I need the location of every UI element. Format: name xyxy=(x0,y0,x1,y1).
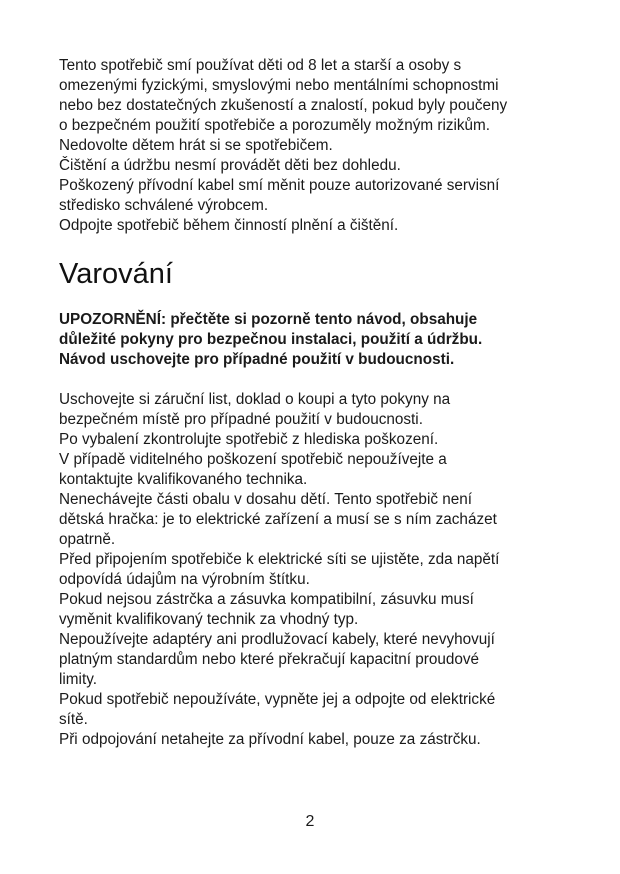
body-line: Po vybalení zkontrolujte spotřebič z hlediska poškození. xyxy=(59,431,439,448)
intro-line: středisko schválené výrobcem. xyxy=(59,197,269,214)
body-line: Před připojením spotřebiče k elektrické síti se ujistěte, zda napětí xyxy=(59,551,500,568)
intro-paragraph xyxy=(59,56,579,236)
section-heading: Varování xyxy=(59,258,173,290)
body-line: kontaktujte kvalifikovaného technika. xyxy=(59,471,308,488)
warning-paragraph xyxy=(59,310,579,370)
body-line: Při odpojování netahejte za přívodní kabel, pouze za zástrčku. xyxy=(59,731,481,748)
intro-line: Čištění a údržbu nesmí provádět děti bez dohledu. xyxy=(59,157,401,174)
intro-line: Odpojte spotřebič během činností plnění a čištění. xyxy=(59,217,399,234)
warning-line: UPOZORNĚNÍ: přečtěte si pozorně tento návod, obsahuje xyxy=(59,311,478,328)
body-line: vyměnit kvalifikovaný technik za vhodný typ. xyxy=(59,611,359,628)
body-line: Uschovejte si záruční list, doklad o koupi a tyto pokyny na xyxy=(59,391,451,408)
body-line: Nepoužívejte adaptéry ani prodlužovací kabely, které nevyhovují xyxy=(59,631,495,648)
body-line: Pokud spotřebič nepoužíváte, vypněte jej a odpojte od elektrické xyxy=(59,691,496,708)
warning-line: důležité pokyny pro bezpečnou instalaci, použití a údržbu. xyxy=(59,331,483,348)
page-number: 2 xyxy=(305,813,315,830)
safety-instructions xyxy=(59,390,579,750)
body-line: V případě viditelného poškození spotřebič nepoužívejte a xyxy=(59,451,447,468)
intro-line: Poškozený přívodní kabel smí měnit pouze autorizované servisní xyxy=(59,177,500,194)
intro-line: o bezpečném použití spotřebiče a porozuměly možným rizikům. xyxy=(59,117,491,134)
body-line: Nenechávejte části obalu v dosahu dětí. Tento spotřebič není xyxy=(59,491,473,508)
warning-line: Návod uschovejte pro případné použití v budoucnosti. xyxy=(59,351,455,368)
body-line: odpovídá údajům na výrobním štítku. xyxy=(59,571,310,588)
intro-line: Nedovolte dětem hrát si se spotřebičem. xyxy=(59,137,333,154)
body-line: platným standardům nebo které překračují kapacitní proudové xyxy=(59,651,480,668)
body-line: opatrně. xyxy=(59,531,116,548)
intro-line: nebo bez dostatečných zkušeností a znalostí, pokud byly poučeny xyxy=(59,97,508,114)
body-line: sítě. xyxy=(59,711,88,728)
intro-line: Tento spotřebič smí používat děti od 8 let a starší a osoby s xyxy=(59,57,462,74)
body-line: limity. xyxy=(59,671,97,688)
intro-line: omezenými fyzickými, smyslovými nebo mentálními schopnostmi xyxy=(59,77,499,94)
body-line: dětská hračka: je to elektrické zařízení a musí se s ním zacházet xyxy=(59,511,497,528)
body-line: Pokud nejsou zástrčka a zásuvka kompatibilní, zásuvku musí xyxy=(59,591,474,608)
body-line: bezpečném místě pro případné použití v budoucnosti. xyxy=(59,411,423,428)
